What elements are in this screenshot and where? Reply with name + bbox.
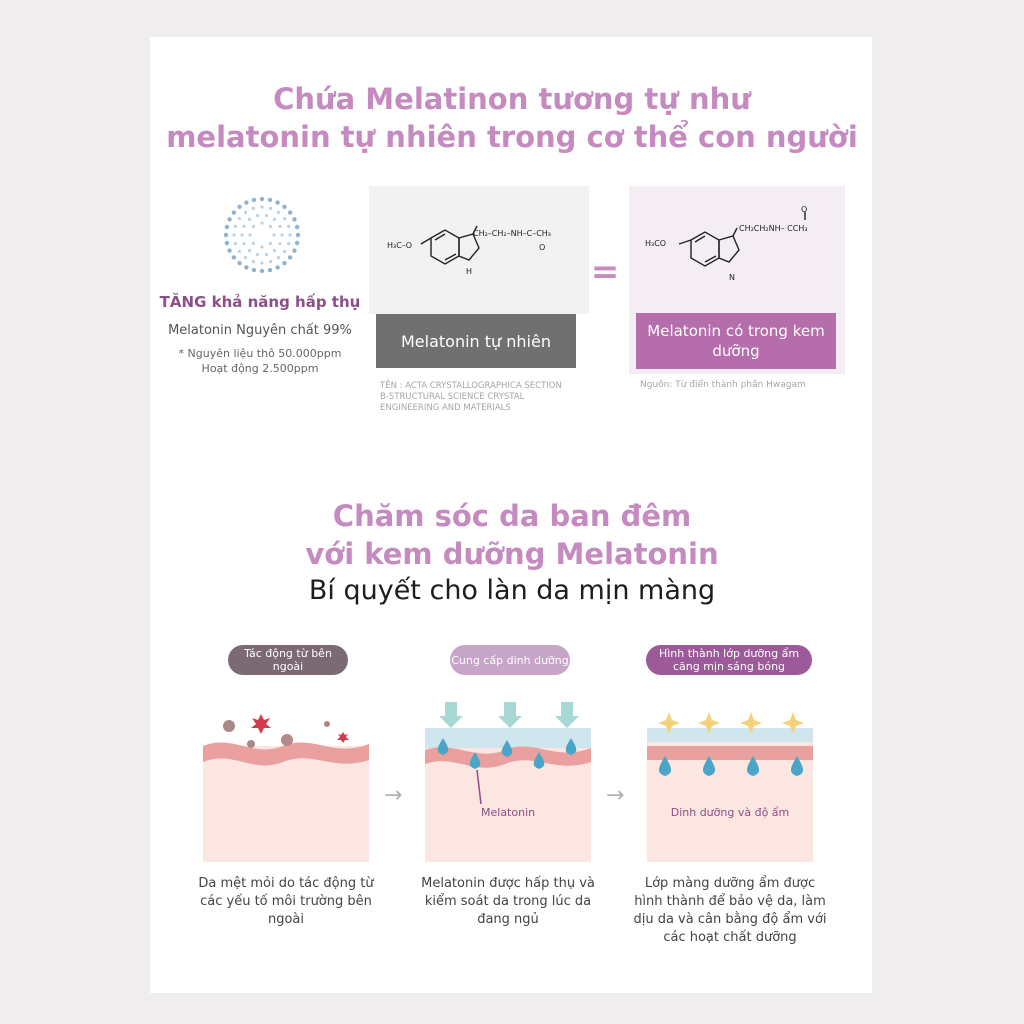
bubble-dot [283,250,286,253]
bubble-dot [224,233,228,237]
bubble-dot [282,261,286,265]
bubble-dot [234,242,237,245]
molecule-cream-formula-left: H₃CO [645,239,667,248]
bubble-dot [225,225,229,229]
bubble-dot [256,253,259,256]
bubble-dot [277,211,280,214]
bubble-dot [295,241,299,245]
bubble-dot [292,217,296,221]
bubble-dot [227,248,231,252]
bubble-dot [252,268,256,272]
bubble-dot [237,205,241,209]
step1-skin-illustration [203,700,369,862]
arrow-icon-2: → [606,783,625,808]
equals-sign: = [590,252,620,292]
label-cream-melatonin: Melatonin có trong kem dưỡng [636,313,836,369]
molecule-cream-structure [629,186,845,314]
bubble-dot [269,207,272,210]
arrow-icon-1: → [384,783,403,808]
bubble-dot [287,225,290,228]
molecule-natural-structure [369,186,589,314]
molecule-cream-n: N [729,273,735,282]
bubble-dot [252,225,255,228]
bubble-dot [260,221,263,224]
bubble-dot [244,256,247,259]
step2-melatonin-label: Melatonin [481,806,536,819]
bubble-dot [244,265,248,269]
bubble-dot [237,261,241,265]
step3-nutrition-label: Dinh dưỡng và độ ẩm [670,806,790,819]
bubble-dot [260,197,264,201]
source-natural: TÊN : ACTA CRYSTALLOGRAPHICA SECTION B-STRUCTURAL SCIENCE CRYSTAL ENGINEERING AND MATERIALS [380,381,562,413]
bubble-dot [242,225,245,228]
bubble-dot [238,250,241,253]
source-cream: Nguồn: Từ điển thành phần Hwagam [640,380,806,390]
step2-pill: Cung cấp dinh dưỡng [450,645,570,675]
absorb-raw: * Nguyên liệu thô 50.000ppm [178,347,342,360]
bubble-dot [272,233,275,236]
heading2-line-1: Chăm sóc da ban đêm [332,499,692,533]
step2-skin-illustration [425,700,591,862]
bubble-dot [269,225,272,228]
heading-line-2: melatonin tự nhiên trong cơ thể con người [166,120,858,154]
bubble-dot [269,260,272,263]
heading2-line-2: với kem dưỡng Melatonin [305,537,719,571]
bubble-dot [240,233,243,236]
bubble-dot [252,207,255,210]
bubble-dot [295,225,299,229]
bubble-dot [273,218,276,221]
bubble-dot [238,217,241,220]
step1-pill: Tác động từ bên ngoài [228,645,348,675]
bubble-dot [296,233,300,237]
bubble-dot [275,200,279,204]
bubble-dot [227,217,231,221]
label-natural-melatonin: Melatonin tự nhiên [376,314,576,368]
molecule-natural-formula-left: H₃C–O [387,241,413,250]
bubble-dot [256,214,259,217]
step3-caption: Lớp màng dưỡng ẩm được hình thành để bảo vệ da, làm dịu da và cân bằng độ ẩm với các hoạt chất dưỡng [633,876,827,945]
step3-pill: Hình thành lớp dưỡng ẩm căng mịn sáng bóng [646,645,812,675]
bubble-dot [260,205,263,208]
bubble-dot [244,200,248,204]
step3-skin-illustration [647,700,813,862]
bubble-dot [278,225,281,228]
bubble-dot [242,242,245,245]
bubble-dot [252,242,255,245]
bubble-dot [232,233,235,236]
step1-caption: Da mệt mỏi do tác động từ các yếu tố môi trường bên ngoài [198,876,374,927]
bubble-dot [225,241,229,245]
bubble-dot [277,256,280,259]
bubble-dot [252,260,255,263]
bubble-dot [288,255,292,259]
bubble-dot [234,225,237,228]
bubble-dot [280,233,283,236]
bubble-dot [278,242,281,245]
bubble-dot [248,249,251,252]
bubble-dot [248,233,251,236]
absorb-title: TĂNG khả năng hấp thụ [159,293,361,311]
bubble-dot [273,249,276,252]
molecule-natural-box [369,186,589,314]
heading-line-1: Chứa Melatinon tương tự như [273,82,751,116]
bubble-dot [268,268,272,272]
bubble-dot [260,269,264,273]
bubble-dot [287,242,290,245]
absorb-active: Hoạt động 2.500ppm [201,362,319,375]
bubble-dot [275,265,279,269]
bubble-dot [265,253,268,256]
absorb-purity: Melatonin Nguyên chất 99% [168,323,352,338]
bubble-dot [269,242,272,245]
bubble-dot [282,205,286,209]
absorption-bubble-icon [222,195,302,275]
molecule-cream-carbonyl: O [801,205,808,214]
bubble-dot [232,255,236,259]
molecule-natural-formula-chain: CH₂–CH₂–NH–C–CH₃ [473,229,552,238]
molecule-cream-formula-chain: CH₂CH₂NH– CCH₃ [739,224,808,233]
step2-caption: Melatonin được hấp thụ và kiểm soát da trong lúc da đang ngủ [421,876,595,927]
molecule-natural-carbonyl: O [539,243,546,252]
bubble-dot [252,198,256,202]
bubble-dot [244,211,247,214]
bubble-dot [260,245,263,248]
bubble-dot [292,248,296,252]
bubble-dot [288,210,292,214]
bubble-dot [283,217,286,220]
bubble-dot [268,198,272,202]
bubble-dot [248,218,251,221]
bubble-dot [260,261,263,264]
molecule-natural-nh: H [466,267,473,276]
heading2-subtitle: Bí quyết cho làn da mịn màng [308,575,716,606]
bubble-dot [288,233,291,236]
bubble-dot [232,210,236,214]
bubble-dot [265,214,268,217]
